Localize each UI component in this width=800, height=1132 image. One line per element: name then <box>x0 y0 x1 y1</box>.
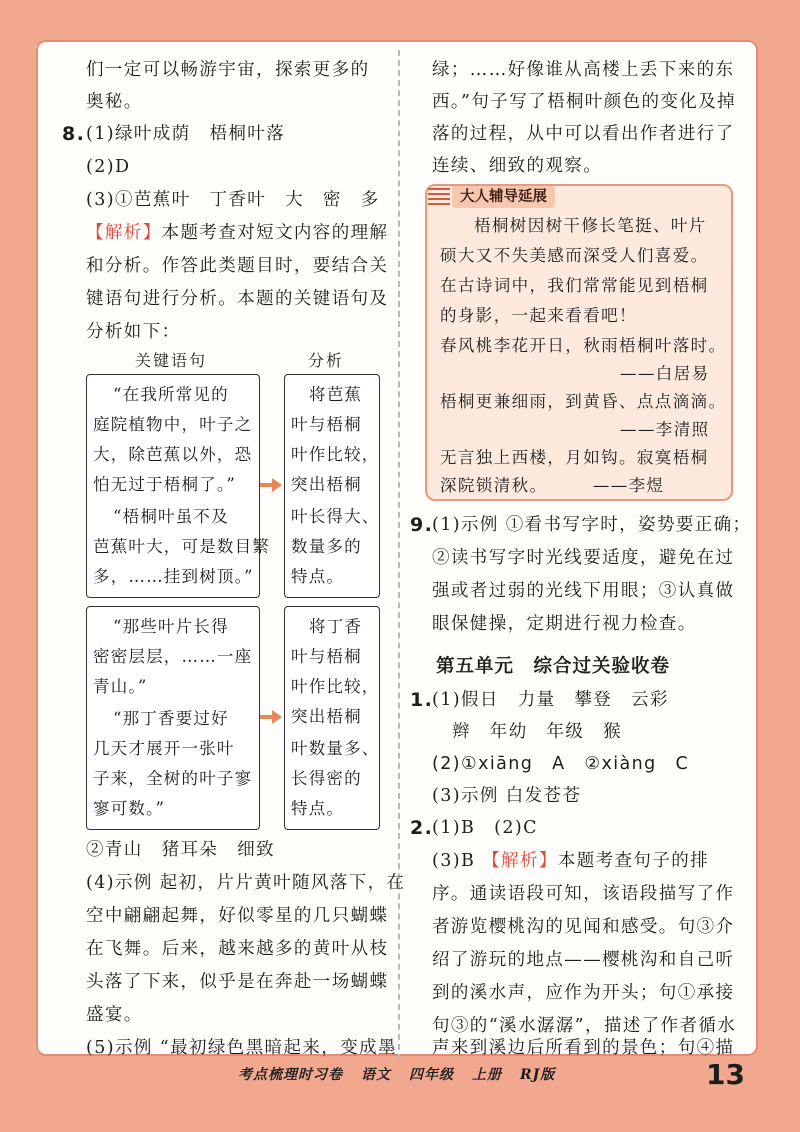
answer-line: 在飞舞。后来，越来越多的黄叶从枝 <box>86 939 389 959</box>
analysis-line: 到的溪水声，应作为开头；句①承接 <box>432 983 735 1003</box>
footer-subject: 语文 <box>361 1067 391 1083</box>
box-line: 特点。 <box>291 799 345 818</box>
box-line: 大，除芭蕉以外，恐 <box>93 445 253 464</box>
page-frame-right <box>754 0 800 1132</box>
parent-tip-header <box>428 186 588 208</box>
answer-line: 辫 年幼 年级 猴 <box>452 722 623 742</box>
analysis-line: 绍了游玩的地点——樱桃沟和自己听 <box>432 950 735 970</box>
answer-prefix: (3)B <box>432 851 476 871</box>
column-heading-analysis: 分析 <box>308 351 345 370</box>
analysis-line: 序。通读语段可知，该语段描写了作 <box>432 884 735 904</box>
box-line: 长得密的 <box>291 769 362 788</box>
tip-line: 硕大又不失美感而深受人们喜爱。 <box>440 246 709 265</box>
answer-line: 空中翩翩起舞，好似零星的几只蝴蝶 <box>86 906 389 926</box>
question-number: 9. <box>410 514 434 536</box>
key-sentence-box <box>86 606 260 830</box>
answer-line: 强或者过弱的光线下用眼；③认真做 <box>432 581 735 601</box>
arrow-right-icon <box>260 478 282 492</box>
box-line: 将芭蕉 <box>309 385 363 404</box>
footer-book-title: 考点梳理时习卷 <box>238 1067 343 1083</box>
footer-volume: 上册 <box>472 1067 502 1083</box>
box-line: 特点。 <box>291 567 345 586</box>
answer-line: ②青山 猪耳朵 细致 <box>86 840 275 860</box>
tip-line: 在古诗词中，我们常常能见到梧桐 <box>440 276 709 295</box>
box-line: 密密层层，……一座 <box>93 647 253 666</box>
box-line: 叶长得大、 <box>291 507 380 526</box>
analysis-text: 本题考查句子的排 <box>557 851 710 871</box>
analysis-line <box>432 849 709 873</box>
poem-line: 深院锁清秋。 ——李煜 <box>440 476 665 495</box>
page-number: 13 <box>706 1058 745 1091</box>
box-line: “在我所常见的 <box>113 385 229 404</box>
answer-line: ②读书写字时光线要适度，避免在过 <box>432 548 735 568</box>
parent-tip-label: 大人辅导延展 <box>452 186 555 208</box>
question-number: 1. <box>410 689 434 711</box>
box-line: 叶作比较， <box>291 677 380 696</box>
analysis-line: 者游览樱桃沟的见闻和感受。句③介 <box>432 917 735 937</box>
box-line: 芭蕉叶大，可是数目繁 <box>93 537 270 556</box>
box-line: 叶与梧桐 <box>291 647 362 666</box>
poem-line: 梧桐更兼细雨，到黄昏、点点滴滴。 <box>440 392 727 411</box>
box-line: 青山。” <box>93 677 148 696</box>
answer-line: 盛宴。 <box>86 1005 143 1025</box>
box-line: 将丁香 <box>309 617 363 636</box>
answer-line: 眼保健操，定期进行视力检查。 <box>432 614 697 634</box>
box-line: 怕无过于梧桐了。” <box>93 475 236 494</box>
text-line: 们一定可以畅游宇宙，探索更多的 <box>86 60 370 80</box>
text-line: 落的过程，从中可以看出作者进行了 <box>432 124 735 144</box>
answer-line: (1)假日 力量 攀登 云彩 <box>432 690 669 710</box>
answer-line: (3)示例 白发苍苍 <box>432 786 582 806</box>
footer-grade: 四年级 <box>409 1067 454 1083</box>
question-number: 8. <box>62 123 86 145</box>
analysis-tag: 【解析】 <box>482 851 558 871</box>
page-footer <box>238 1064 573 1084</box>
answer-line: (1)示例 ①看书写字时，姿势要正确； <box>432 515 752 535</box>
footer-edition: RJ版 <box>520 1067 556 1083</box>
analysis-line: 句③的“溪水潺潺”，描述了作者循水 <box>432 1016 737 1036</box>
analysis-line: 键语句进行分析。本题的关键语句及 <box>86 289 389 309</box>
box-line: 数量多的 <box>291 537 362 556</box>
box-line: 叶与梧桐 <box>291 415 362 434</box>
text-line: 连续、细致的观察。 <box>432 156 603 176</box>
poem-author: ——白居易 <box>620 364 710 383</box>
box-line: 多，……挂到树顶。” <box>93 567 254 586</box>
text-line: 奥秘。 <box>86 92 143 112</box>
box-line: 庭院植物中，叶子之 <box>93 415 253 434</box>
poem-line: 春风桃李花开日，秋雨梧桐叶落时。 <box>440 336 727 355</box>
column-heading-key-sentence: 关键语句 <box>135 351 208 370</box>
answer-line: (2)D <box>86 157 131 177</box>
stripe-icon <box>428 188 450 206</box>
analysis-tag: 【解析】 <box>86 223 162 243</box>
analysis-box <box>284 374 380 598</box>
poem-line: 无言独上西楼，月如钩。寂寞梧桐 <box>440 448 709 467</box>
answer-line: (4)示例 起初，片片黄叶随风落下，在 <box>86 873 406 893</box>
box-line: “那些叶片长得 <box>113 617 229 636</box>
analysis-box <box>284 606 380 830</box>
analysis-text: 本题考查对短文内容的理解 <box>161 223 389 243</box>
box-line: 突出梧桐 <box>291 707 362 726</box>
box-line: “那丁香要过好 <box>113 709 229 728</box>
box-line: “梧桐叶虽不及 <box>113 507 229 526</box>
box-line: 几天才展开一张叶 <box>93 739 235 758</box>
answer-line: (1)B (2)C <box>432 818 538 838</box>
text-line: 绿；……好像谁从高楼上丢下来的东 <box>432 60 735 80</box>
page-frame-bottom <box>0 1048 800 1132</box>
arrow-right-icon <box>260 710 282 724</box>
analysis-line: 分析如下： <box>86 322 181 342</box>
analysis-line: 和分析。作答此类题目时，要结合关 <box>86 256 389 276</box>
tip-line: 梧桐树因树干修长笔挺、叶片 <box>474 216 707 235</box>
box-line: 寥可数。” <box>93 799 166 818</box>
answer-line: (2)①xiāng A ②xiàng C <box>432 754 690 774</box>
answer-line: 头落了下来，似乎是在奔赴一场蝴蝶 <box>86 972 389 992</box>
column-divider <box>398 50 400 1060</box>
box-line: 子来，全树的叶子寥 <box>93 769 253 788</box>
poem-author: ——李清照 <box>620 420 710 439</box>
answer-line: (1)绿叶成荫 梧桐叶落 <box>86 124 286 144</box>
analysis-line <box>86 221 388 245</box>
page-frame-left <box>0 0 36 1132</box>
tip-line: 的身影，一起来看看吧！ <box>440 306 637 325</box>
box-line: 突出梧桐 <box>291 475 362 494</box>
section-title: 第五单元 综合过关验收卷 <box>436 656 671 677</box>
question-number: 2. <box>410 817 434 839</box>
analysis-line: 声来到溪边后所看到的景色；句④描 <box>432 1038 735 1058</box>
box-line: 叶作比较， <box>291 445 380 464</box>
answer-line: (5)示例 “最初绿色黑暗起来，变成墨 <box>86 1038 397 1058</box>
text-line: 西。”句子写了梧桐叶颜色的变化及掉 <box>432 92 736 112</box>
key-sentence-box <box>86 374 270 598</box>
answer-line: (3)①芭蕉叶 丁香叶 大 密 多 <box>86 190 380 210</box>
box-line: 叶数量多、 <box>291 739 380 758</box>
